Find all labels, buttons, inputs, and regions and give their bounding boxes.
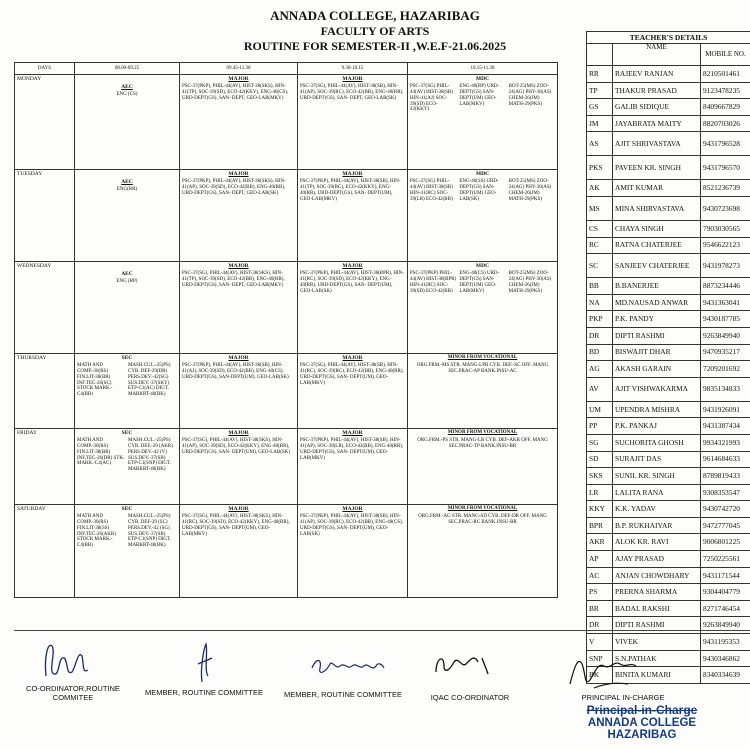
teacher-code: NA: [587, 294, 613, 311]
teacher-row: [587, 468, 750, 485]
teacher-code: AKR: [587, 534, 613, 551]
major-cell: [298, 170, 408, 262]
teacher-name: AKASH GARAIN: [613, 361, 701, 378]
mdc-title: MDC: [475, 263, 490, 269]
teacher-row: [587, 634, 750, 651]
major-title: MAJOR: [342, 355, 363, 361]
member1-label: MEMBER, ROUTINE COMMITTEE: [145, 688, 263, 697]
sec-cell: [75, 354, 180, 429]
minor-cell: [408, 429, 558, 505]
minor-text: ORG.FRM.-PS STR. MANG-LR CYB. DEF-AKR OFF. MANG SEC.PRAC-TP BANK.INSU-BR: [417, 437, 548, 449]
major-title: MAJOR: [228, 355, 249, 361]
teacher-row: [587, 115, 750, 132]
table-row: [15, 75, 558, 170]
aec-title: AEC: [121, 84, 133, 90]
teacher-code: PS: [587, 584, 613, 601]
teacher-row: [587, 600, 750, 617]
teacher-row: [587, 484, 750, 501]
major-title: MAJOR: [342, 506, 363, 512]
sec-list-a: MATH AND COMP.-30(RS) FIN.LIT-38(BB) INF.TEC-26(DR) STK. MARK.-C4(AC): [77, 438, 125, 467]
major-text: PSC-37(SG), PHIL-44(AV), HIST-38(SB), HIN-41(RC), SOC-39(RC), ECO-42(BB), ENG-40(RR), URD-DEPT(GS), SAN- DEPT(UM), GEO-LAB(MKV): [300, 363, 404, 386]
sec-title: SEC: [121, 506, 133, 512]
teacher-code: RC: [587, 237, 613, 254]
teacher-mobile: 9835134833: [701, 377, 750, 401]
sec-title: SEC: [121, 355, 133, 361]
teacher-name: SUNIL KR. SINGH: [613, 468, 701, 485]
member1-signature: [188, 640, 218, 686]
teacher-mobile: 9546622123: [701, 237, 750, 254]
aec-cell: [75, 75, 180, 170]
routine-title: ROUTINE FOR SEMESTER-II ,W.E.F-21.06.2025: [243, 39, 507, 53]
teacher-code: SG: [587, 434, 613, 451]
sec-cell: [75, 429, 180, 505]
teacher-row: [587, 132, 750, 156]
teacher-code: CS: [587, 220, 613, 237]
teacher-name: JAYABRATA MAITY: [613, 115, 701, 132]
teacher-row: [587, 567, 750, 584]
principal-label: PRINCIPAL IN-CHARGE: [581, 693, 665, 702]
teacher-name: P.K. PANKAJ: [613, 418, 701, 435]
teacher-mobile: 9431926091: [701, 401, 750, 418]
teacher-name: B.P. RUKHAIYAR: [613, 517, 701, 534]
teacher-mobile: 9934321993: [701, 434, 750, 451]
major-cell: [298, 262, 408, 354]
teacher-row: [587, 451, 750, 468]
teacher-mobile: 7903030565: [701, 220, 750, 237]
teacher-name: BISWAJIT DHAR: [613, 344, 701, 361]
sec-cell: [75, 505, 180, 598]
day-cell: WEDNESDAY: [15, 262, 75, 354]
principal-signature: [564, 650, 644, 692]
major-title: MAJOR: [342, 76, 363, 82]
teacher-name: PRERNA SHARMA: [613, 584, 701, 601]
teacher-name: LALITA RANA: [613, 484, 701, 501]
member2-signature: [308, 654, 386, 678]
teacher-code: GS: [587, 99, 613, 116]
teacher-mobile: 9472777045: [701, 517, 750, 534]
minor-cell: [408, 354, 558, 429]
teacher-code: DR: [587, 617, 613, 634]
teacher-mobile: 9304404779: [701, 584, 750, 601]
mdc-title: MDC: [475, 76, 490, 82]
teacher-mobile: 9430723698: [701, 196, 750, 220]
teacher-code: BD: [587, 344, 613, 361]
teacher-code: BPR: [587, 517, 613, 534]
coordinator-signature: [38, 636, 98, 684]
teacher-table-title: TEACHER'S DETAILS: [587, 32, 750, 44]
faculty-name: FACULTY OF ARTS: [320, 24, 430, 38]
teacher-name: GALIB SIDIQUE: [613, 99, 701, 116]
teacher-code: PKP: [587, 311, 613, 328]
teacher-mobile: 7250225561: [701, 551, 750, 568]
teacher-row: [587, 196, 750, 220]
teacher-name: DIPTI RASHMI: [613, 617, 701, 634]
major-title: MAJOR: [228, 430, 249, 436]
iqac-label: IQAC CO-ORDINATOR: [430, 693, 510, 702]
major-cell: [180, 429, 298, 505]
sec-list-b: MASH.CUL.-25(PS) CYB. DEF.-29 (AKR) PERS.DEV.-42 (V) SUS.DEV.-37(SB) ETP-C1(SNP) DIGT. MARKRT-40(BK): [128, 438, 173, 473]
teacher-row: [587, 434, 750, 451]
teacher-code: AG: [587, 361, 613, 378]
col-slot-3: 9.30-10.15: [298, 63, 408, 75]
aec-text: ENG(RR): [116, 187, 138, 193]
table-row: [15, 354, 558, 429]
day-cell: SATURDAY: [15, 505, 75, 598]
minor-text: ORG.FRM.-MS STR. MANG-LPR CYB. DEF.-SC OFF. MANG SEC.PRAC-AP BANK.INSU-AC: [416, 362, 549, 374]
principal-stamp: [567, 703, 717, 741]
sec-title: SEC: [121, 430, 133, 436]
minor-title: MINOR FROM VOCATIONAL: [447, 506, 518, 511]
teacher-code: KKY: [587, 501, 613, 518]
teacher-code: AS: [587, 132, 613, 156]
teacher-row: [587, 534, 750, 551]
teacher-name: BINITA KUMARI: [613, 667, 701, 684]
major-title: MAJOR: [342, 171, 363, 177]
teacher-mobile: 9263849940: [701, 327, 750, 344]
teacher-row: [587, 180, 750, 197]
teacher-name: SANJEEV CHATERJEE: [613, 254, 701, 278]
teacher-code: RR: [587, 66, 613, 83]
major-text: PSC-37(SG), PHIL-44(AV), HIST-38(SKS), HIN-41(TP), SOC-39(SD), ECO-42(BB), ENG-40(RR), URD-DEPT(GS), SAN- DEPT, GEO-LAB(MKV): [182, 271, 285, 288]
mdc-list-c: BOT-25(MS) ZOO-24(AG) PHY-30(AS) CHEM-26(JM) MATH-29(PKS): [508, 84, 552, 107]
teacher-name: THAKUR PRASAD: [613, 82, 701, 99]
teacher-code: SNP: [587, 650, 613, 667]
major-cell: [298, 354, 408, 429]
col-days: DAYS: [15, 63, 75, 75]
teacher-mobile: 9308353547: [701, 484, 750, 501]
teacher-code: PP: [587, 418, 613, 435]
teacher-name: UPENDRA MISHRA: [613, 401, 701, 418]
mdc-list-c: BOT-25(MS) ZOO-24(AG) PHY-30(AS) CHEM-26(JM) MATH-29(PKS): [508, 179, 552, 202]
col-slot-4: 10.15-11.30: [408, 63, 558, 75]
col-slot-2: 09.45-11.30: [180, 63, 298, 75]
mdc-cell: [408, 75, 558, 170]
major-text: PSC-37(PKP), PHIL-44(AV), HIST-38(SB), HIN-41(AP), SOC-39(RC), ECO-42(BB), ENG-40(CS), URD-DEPT(GS), SAN- DEPT(UM), GEO-LAB(SK): [300, 514, 403, 537]
major-title: MAJOR: [228, 506, 249, 512]
teacher-mobile: 8210501461: [701, 66, 750, 83]
major-text: PSC-37(PKP), PHIL-44(AV), HIST-38(SB), HIN-41(AP), SOC-39(LR), ECO-42(BB), ENG-40(RR), URD-DEPT(GS), SAN- DEPT(UM), GEO-LAB(MKV): [300, 438, 404, 461]
name-header: NAME: [613, 44, 701, 66]
sec-list-b: MASH.CUL.-25(PS) CYB. DEF-29 (SC) PERS.DEV.-42 (SG) SUS.DEV.-37(SB) ETP-C1(SNP) DIGT. MARKRT-40(BK): [128, 514, 171, 549]
teacher-name: RAJEEV RANJAN: [613, 66, 701, 83]
teacher-code: BK: [587, 667, 613, 684]
teacher-code: V: [587, 634, 613, 651]
teacher-row: [587, 584, 750, 601]
teacher-mobile: 9431171544: [701, 567, 750, 584]
teacher-code: PKS: [587, 156, 613, 180]
aec-title: AEC: [121, 271, 133, 277]
day-cell: MONDAY: [15, 75, 75, 170]
teacher-row: [587, 66, 750, 83]
day-cell: THURSDAY: [15, 354, 75, 429]
teacher-code: BR: [587, 600, 613, 617]
teacher-rows: [587, 66, 750, 684]
teacher-row: [587, 361, 750, 378]
teacher-name: ALOK KR. RAVI: [613, 534, 701, 551]
teacher-code: UM: [587, 401, 613, 418]
teacher-name: P.K. PANDY: [613, 311, 701, 328]
teacher-mobile: 9431978273: [701, 254, 750, 278]
teacher-code: MS: [587, 196, 613, 220]
routine-table: [14, 62, 558, 598]
teacher-name: AMIT KUMAR: [613, 180, 701, 197]
major-text: PSC-37(SG), PHIL-44(AV), HIST-38(SB), HIN-41(AP), SOC-39(RC), ECO-42(BB), ENG-40(RR), URD-DEPT(GS), SAN- DEPT, GEO-LAB(SK): [300, 84, 404, 101]
teacher-code: SKS: [587, 468, 613, 485]
major-text: PSC-37(PKP), PHIL-44(AV), HIST-38(SKS), HIN-41(TP), SOC-39(SD), ECO-42(KKY), ENG-40(CS), URD-DEPT(GS), SAN- DEPT, GEO-LAB(MKV): [182, 84, 289, 101]
teacher-mobile: 9123478235: [701, 82, 750, 99]
teacher-name: DIPTI RASHMI: [613, 327, 701, 344]
teacher-mobile: 8820703026: [701, 115, 750, 132]
major-cell: [180, 170, 298, 262]
table-row: [15, 505, 558, 598]
coordinator-label: CO-ORDINATOR,ROUTINE COMMITEE: [26, 684, 120, 702]
stamp-line-1: Principal-in-Charge: [586, 703, 698, 717]
teacher-code: AC: [587, 567, 613, 584]
teacher-code: TP: [587, 82, 613, 99]
mdc-list-a: PSC-37(PKP) PHIL-44(AV) HIST-38(BPR) HIN-41(RC) SOC-39(SD) ECO-42(BB): [410, 271, 457, 294]
teacher-code: SD: [587, 451, 613, 468]
teacher-row: [587, 99, 750, 116]
signature-divider: [14, 630, 750, 631]
major-text: PSC-37(PKP), PHIL-44(AV), HIST-38(BPR), HIN-41(RC), SOC-39(SD), ECO-42(KKY), ENG-40(RR), URD-DEPT(GS), SAN- DEPT(UM), GEO-LAB(SK): [300, 271, 404, 294]
table-row: [15, 262, 558, 354]
teacher-row: [587, 418, 750, 435]
teacher-code: LR: [587, 484, 613, 501]
teacher-row: [587, 377, 750, 401]
teacher-row: [587, 344, 750, 361]
aec-cell: [75, 262, 180, 354]
teacher-mobile: 8873234446: [701, 278, 750, 295]
aec-cell: [75, 170, 180, 262]
table-row: [15, 170, 558, 262]
teacher-row: [587, 156, 750, 180]
teacher-name: B.BANERJEE: [613, 278, 701, 295]
aec-title: AEC: [121, 179, 133, 185]
iqac-signature: [430, 648, 494, 678]
sec-list-a: MATH AND COMP.-30(RS) FIN.LIT-38(BB) INF.TEC-26(SC) STOCK MARK.-C4(BB): [77, 363, 113, 398]
teacher-code: AV: [587, 377, 613, 401]
teacher-mobile: 9470935217: [701, 344, 750, 361]
day-cell: FRIDAY: [15, 429, 75, 505]
teacher-row: [587, 254, 750, 278]
teacher-row: [587, 294, 750, 311]
teacher-name: ANJAN CHOWDHARY: [613, 567, 701, 584]
teacher-name: CHAYA SINGH: [613, 220, 701, 237]
mdc-list-b: ENG-40(CS) URD-DEPT(GS) SAN-DEPT(UM) GEO-LAB(MKV): [459, 271, 500, 294]
teacher-mobile: 8521236739: [701, 180, 750, 197]
teacher-mobile: 9431796570: [701, 156, 750, 180]
sec-list-a: MATH AND COMP.-30(RS) FIN.LIT-38(SS) INF.TEC-26(AKR) STOCK MARK.-C4(BB): [77, 514, 116, 549]
mdc-list-b: ENG-40(SS) URD-DEPT(GS) SAN-DEPT(UM) GEO-LAB(SK): [459, 179, 499, 202]
teacher-code: BB: [587, 278, 613, 295]
teacher-name: RATNA CHATERJEE: [613, 237, 701, 254]
stamp-line-3: HAZARIBAG: [607, 729, 677, 741]
teacher-mobile: 8271746454: [701, 600, 750, 617]
major-title: MAJOR: [342, 430, 363, 436]
teacher-name: AJIT SHRIVASTAVA: [613, 132, 701, 156]
teacher-row: [587, 327, 750, 344]
teacher-row: [587, 401, 750, 418]
teacher-name: SUCHORITA GHOSH: [613, 434, 701, 451]
teacher-name: BADAL RAKSHI: [613, 600, 701, 617]
minor-text: ORG.FRM.-AG STR. MANG-SD CYB. DEF-DR OFF. MANG SEC.PRAC-RC BANK.INSU-BR: [418, 513, 547, 525]
mdc-list-c: BOT-25(MS) ZOO-24(AG) PHY-30(AS) CHEM-26(JM) MATH-29(PKS): [508, 271, 552, 294]
teacher-mobile: 7209201692: [701, 361, 750, 378]
mdc-list-a: PSC-37(SG) PHIL-44(AV) HIST-38(SB) HIN-41(AJ) SOC-39(SD) ECO-42(KKY): [410, 84, 453, 113]
major-cell: [298, 505, 408, 598]
teacher-mobile: 8409667829: [701, 99, 750, 116]
mdc-cell: [408, 262, 558, 354]
mdc-cell: [408, 170, 558, 262]
major-title: MAJOR: [228, 263, 249, 269]
major-text: PSC-37(SG), PHIL-44(AV), HIST-38(SKS), HIN-41(AP), SOC-39(SD), ECO-42(KKY), ENG-40(RR), URD-DEPT(GS), SAN- DEPT(UM), GEO-LAB(SK): [182, 438, 290, 455]
member2-label: MEMBER, ROUTINE COMMITTEE: [284, 690, 402, 699]
major-cell: [298, 429, 408, 505]
mdc-list-b: ENG-40(RP) URD-DEPT(GS) SAN-DEPT(UM) GEO-LAB(MKV): [459, 84, 500, 107]
teacher-code: SC: [587, 254, 613, 278]
teacher-row: [587, 311, 750, 328]
teacher-name: MINA SHIRVASTAVA: [613, 196, 701, 220]
teacher-mobile: 9430742720: [701, 501, 750, 518]
teacher-code: AP: [587, 551, 613, 568]
teacher-row: [587, 237, 750, 254]
teacher-mobile: 9430187785: [701, 311, 750, 328]
major-cell: [180, 75, 298, 170]
teacher-name: PAVEEN KR. SINGH: [613, 156, 701, 180]
major-text: PSC-37(PKP), PHIL-44(AV), HIST-38(SB), HIN-41(AJ), SOC-39(SD), ECO-42(BB), ENG-40(CS), URD-DEPT(GS), SAN-DEPT(UM), GEO-LAB(SK): [182, 363, 289, 380]
mdc-title: MDC: [475, 171, 490, 177]
teacher-mobile: 9431796528: [701, 132, 750, 156]
major-title: MAJOR: [228, 171, 249, 177]
teacher-name: S.N.PATHAK: [613, 650, 701, 667]
teacher-name: AJIT VISHWAKARMA: [613, 377, 701, 401]
col-slot-1: 08.00-09.25: [75, 63, 180, 75]
teacher-name: MD.NAUSAD ANWAR: [613, 294, 701, 311]
teacher-mobile: 9006801225: [701, 534, 750, 551]
teacher-row: [587, 617, 750, 634]
teacher-code: AK: [587, 180, 613, 197]
major-cell: [298, 75, 408, 170]
teacher-mobile: 8340334639: [701, 667, 750, 684]
major-title: MAJOR: [228, 76, 249, 82]
teacher-row: [587, 551, 750, 568]
major-cell: [180, 262, 298, 354]
teacher-mobile: 9431387434: [701, 418, 750, 435]
minor-title: MINOR FROM VOCATIONAL: [447, 430, 518, 435]
sec-list-b: MASH.CUL.-25(PS) CYB. DEF-29(DR) PERS.DEV.-42(SG) SUS.DEV.-37(SKY) ETP-C1(AC) DIGT. MARKRT-40(BK): [128, 363, 171, 398]
major-text: PSC-37(PKP), PHIL-44(AV), HIST-38(SB), HIN-41(TP), SOC-39(RC), ECO-42(KKY), ENG-40(RR), URD-DEPT(GS), SAN- DEPT(UM), GEO-LAB(MKV): [300, 179, 401, 202]
teacher-code: JM: [587, 115, 613, 132]
teacher-mobile: 9430346862: [701, 650, 750, 667]
teacher-mobile: 9263849940: [701, 617, 750, 634]
teacher-name: VIVEK: [613, 634, 701, 651]
major-cell: [180, 505, 298, 598]
teacher-details-table: [586, 31, 750, 684]
aec-text: ENG (CS): [116, 92, 138, 98]
table-row: [15, 429, 558, 505]
minor-title: MINOR FROM VOCATIONAL: [447, 355, 518, 360]
mdc-list-a: PSC-37(SG) PHIL-44(AV) HIST-38(SB) HIN-41(RC) SOC-39(LR) ECO-42(BB): [410, 179, 453, 202]
teacher-row: [587, 220, 750, 237]
mobile-header: MOBILE NO.: [701, 44, 750, 66]
teacher-mobile: 9431195353: [701, 634, 750, 651]
teacher-row: [587, 278, 750, 295]
major-text: PSC-37(SG), PHIL-44(AV), HIST-38(SKS), HIN-41(RC), SOC-39(SD), ECO-42(KKY), ENG-40(RR), URD-DEPT(GS), SAN- DEPT(UM), GEO-LAB(MKV): [182, 514, 290, 537]
teacher-row: [587, 82, 750, 99]
day-cell: TUESDAY: [15, 170, 75, 262]
aec-text: ENG (RP): [116, 279, 138, 285]
teacher-name: K.K. YADAV: [613, 501, 701, 518]
teacher-row: [587, 517, 750, 534]
stamp-line-2: ANNADA COLLEGE: [587, 717, 697, 729]
teacher-mobile: 8789819433: [701, 468, 750, 485]
teacher-code: DR: [587, 327, 613, 344]
teacher-row: [587, 501, 750, 518]
teacher-mobile: 9614684633: [701, 451, 750, 468]
major-title: MAJOR: [342, 263, 363, 269]
college-name: ANNADA COLLEGE, HAZARIBAG: [270, 8, 480, 23]
teacher-name: SURAJIT DAS: [613, 451, 701, 468]
minor-cell: [408, 505, 558, 598]
teacher-name: AJAY PRASAD: [613, 551, 701, 568]
major-cell: [180, 354, 298, 429]
teacher-mobile: 9431363041: [701, 294, 750, 311]
major-text: PSC-37(PKP), PHIL-44(AV), HIST-38(SKS), HIN-41(AP), SOC-39(SD), ECO-42(BB), ENG-40(RR), URD-DEPT(GS), SAN- DEPT, GEO-LAB(SK): [182, 179, 286, 196]
